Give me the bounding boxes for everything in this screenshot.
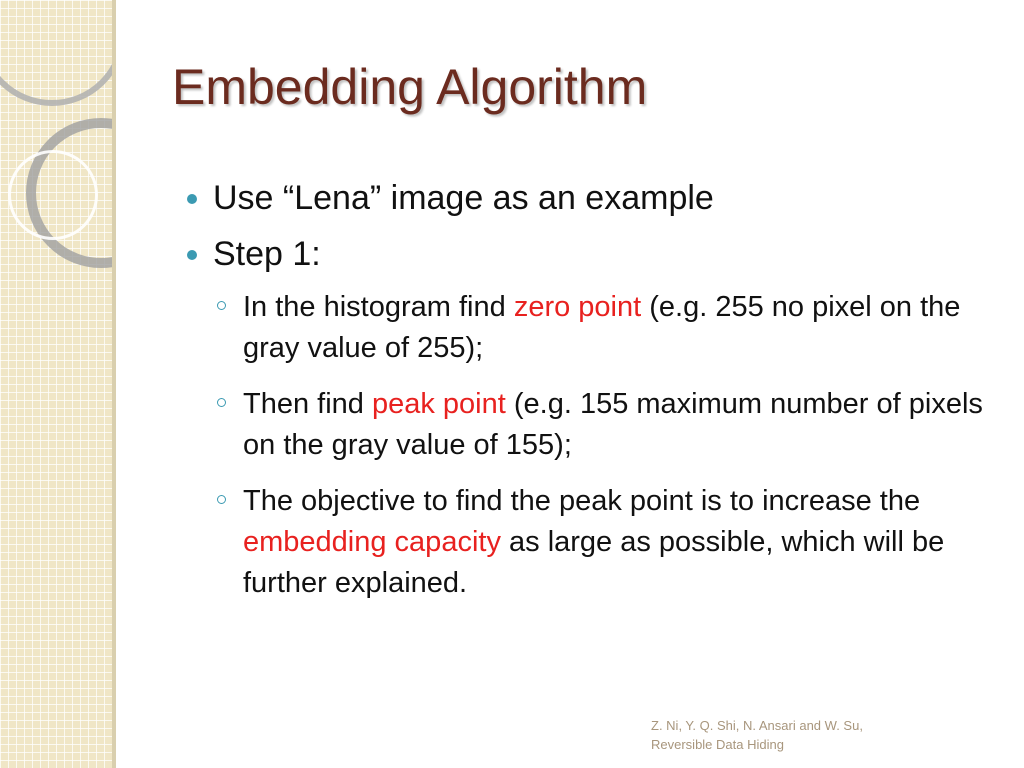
sidebar-divider — [112, 0, 116, 768]
highlighted-term: peak point — [371, 388, 506, 420]
footer-reference: Reversible Data Hiding — [651, 737, 784, 752]
bullet-item — [185, 175, 985, 221]
sub-bullet-item — [185, 481, 985, 604]
decorative-ring — [8, 150, 98, 240]
bullet-dot-icon — [187, 194, 197, 204]
sub-bullet-item — [185, 384, 985, 466]
ring-bullet-icon — [217, 398, 226, 407]
bullet-text: Use “Lena” image as an example — [213, 179, 714, 217]
decorative-ring — [0, 0, 112, 106]
sub-bullet-text: (e.g. 255 no pixel on the gray value of 255); — [243, 291, 961, 364]
ring-bullet-icon — [217, 495, 226, 504]
footer-authors: Z. Ni, Y. Q. Shi, N. Ansari and W. Su, — [651, 718, 863, 733]
slide-content — [185, 175, 985, 619]
highlighted-term: zero point — [513, 291, 642, 323]
sub-bullet-text: In the histogram find — [243, 291, 514, 323]
sub-bullet-text: The objective to find the peak point is to increase the — [243, 485, 921, 517]
highlighted-term: embedding capacity — [243, 526, 501, 558]
bullet-item — [185, 231, 985, 277]
sub-bullet-text: Then find — [243, 388, 372, 420]
sub-bullet-item — [185, 287, 985, 369]
decorative-sidebar — [0, 0, 112, 768]
slide-footer — [651, 716, 863, 754]
ring-bullet-icon — [217, 301, 226, 310]
sub-bullet-text: as large as possible, which will be further explained. — [243, 526, 945, 599]
sub-bullet-text: (e.g. 155 maximum number of pixels on the gray value of 155); — [243, 388, 983, 461]
bullet-dot-icon — [187, 250, 197, 260]
bullet-text: Step 1: — [213, 235, 321, 273]
slide-title: Embedding Algorithm — [172, 59, 648, 115]
